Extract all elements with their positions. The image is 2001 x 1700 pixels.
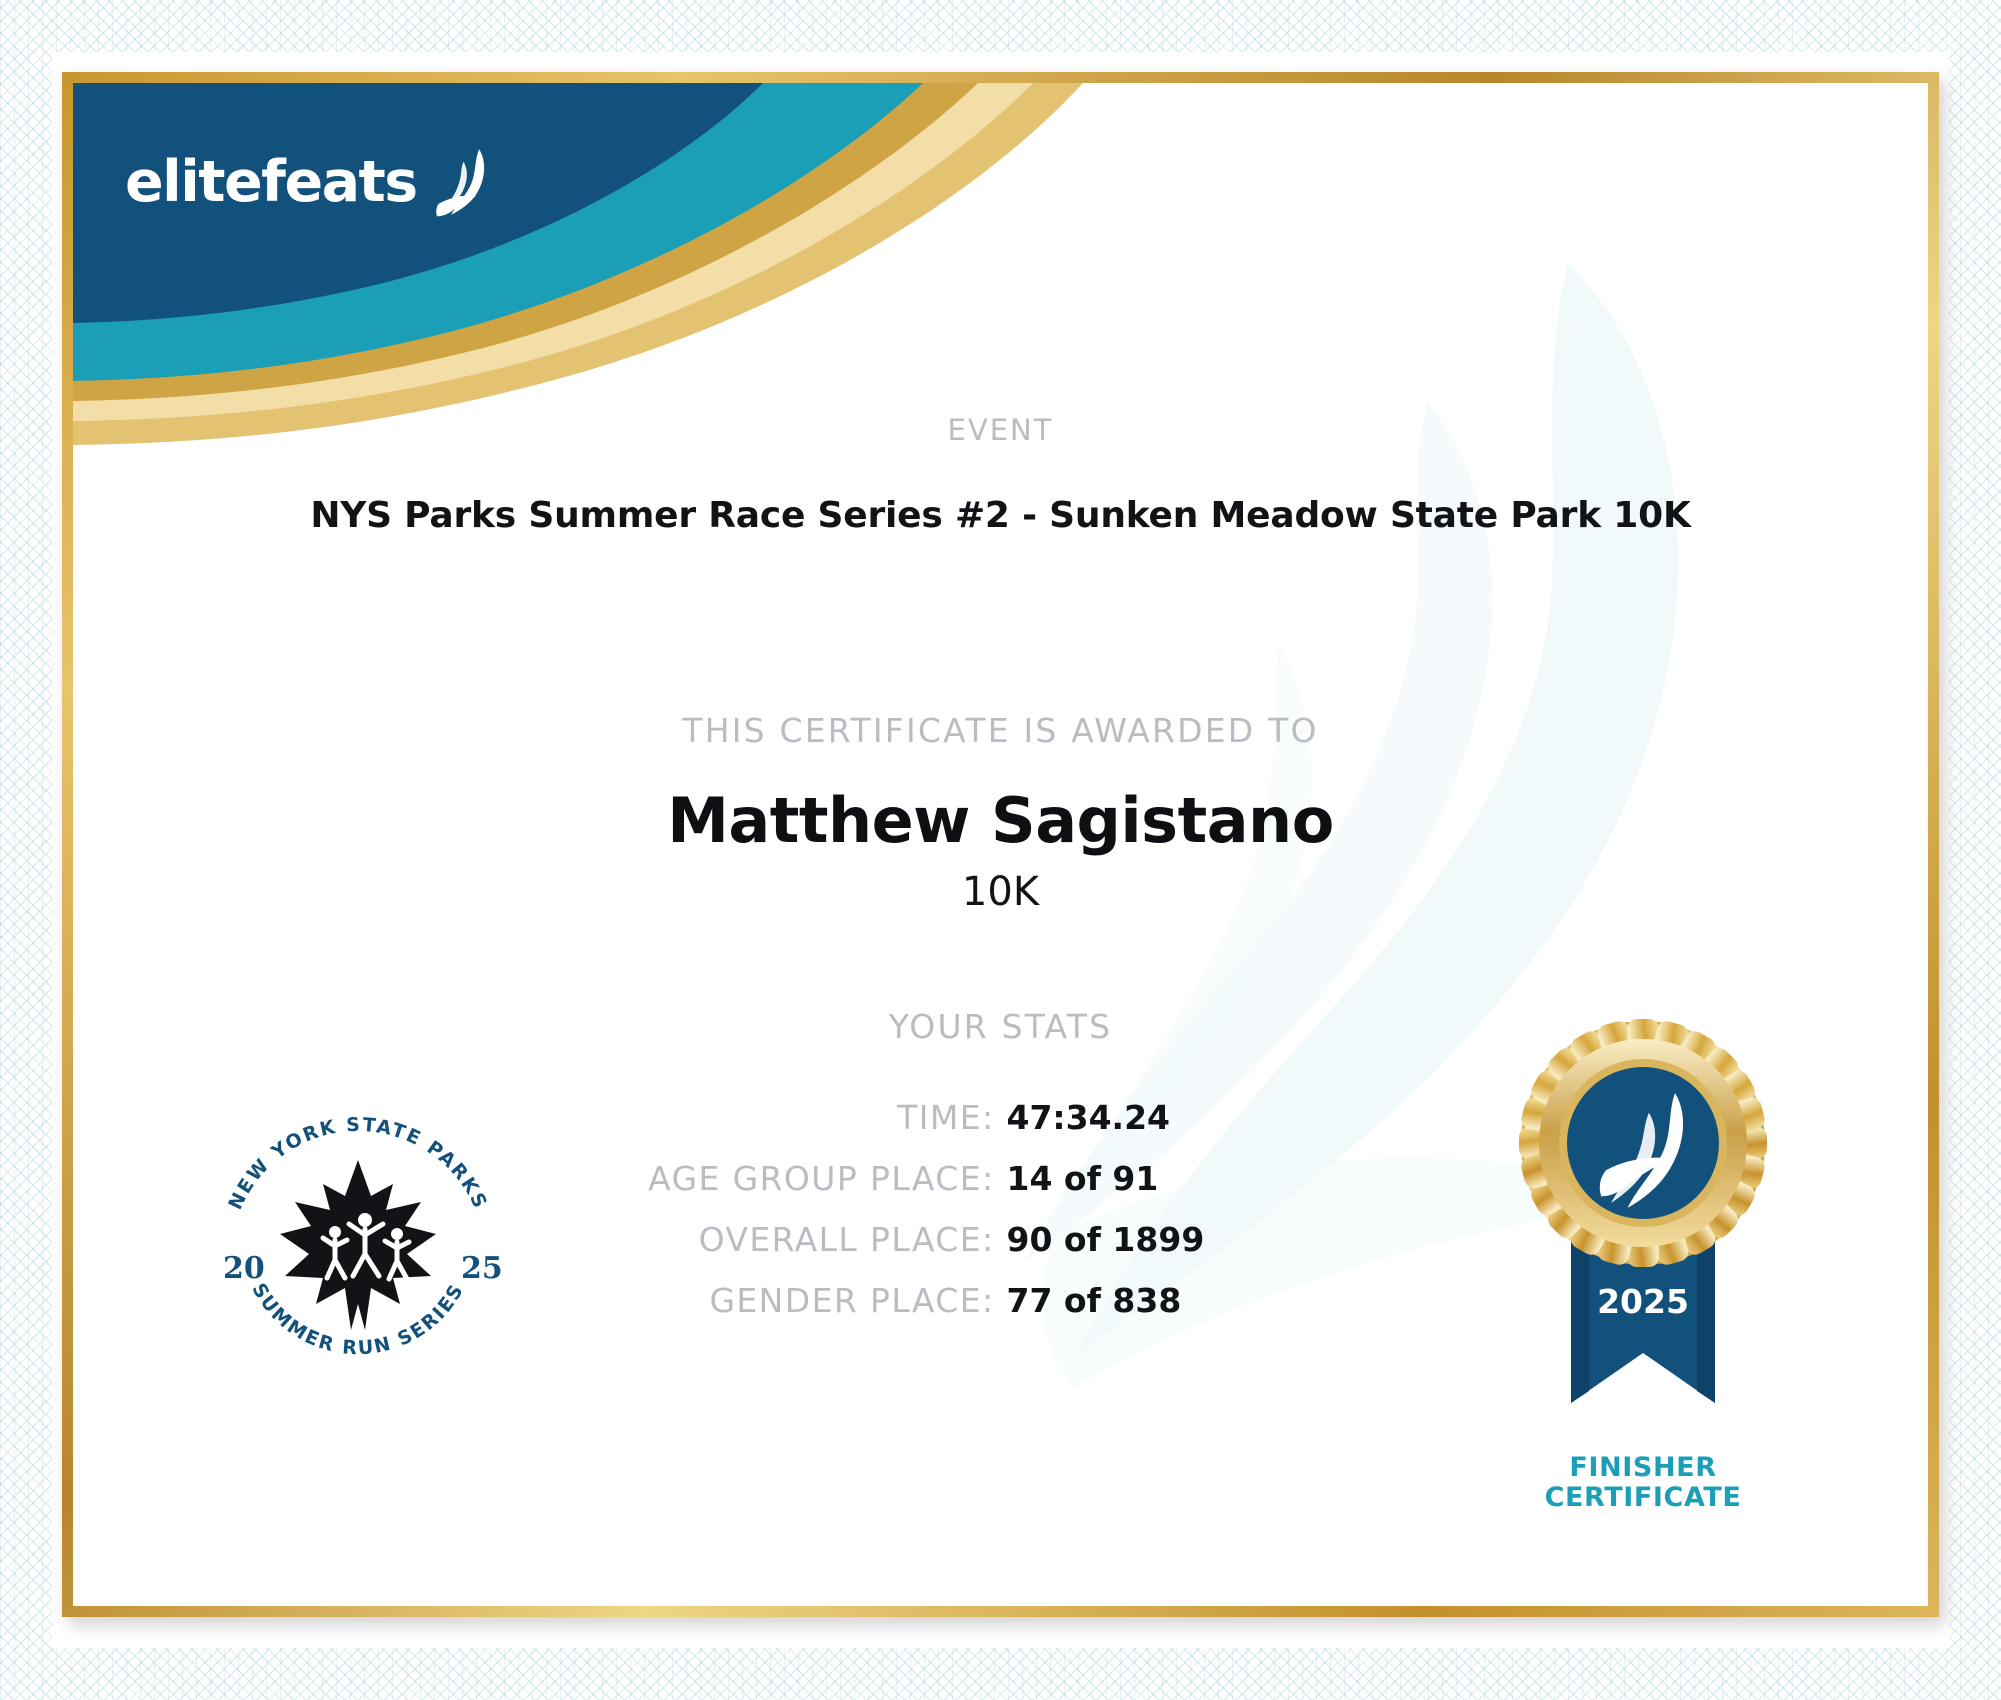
stat-value-overall-place: 90 of 1899 xyxy=(1006,1220,1205,1259)
event-label: EVENT xyxy=(947,413,1054,447)
stat-value-age-group-place: 14 of 91 xyxy=(1006,1159,1159,1198)
stat-key-time: TIME: xyxy=(897,1098,995,1137)
stat-key-gender-place: GENDER PLACE: xyxy=(709,1281,995,1320)
brand-name: elitefeats xyxy=(125,148,417,215)
medal-caption-line1: FINISHER xyxy=(1569,1452,1717,1483)
new-york-state-parks-seal-icon xyxy=(193,1098,523,1388)
svg-text:20: 20 xyxy=(223,1251,265,1286)
medal-year: 2025 xyxy=(1597,1282,1689,1321)
stat-row xyxy=(411,1281,1591,1320)
stat-row xyxy=(411,1220,1591,1259)
stats-table xyxy=(411,1098,1591,1320)
stat-key-overall-place: OVERALL PLACE: xyxy=(698,1220,995,1259)
stat-value-time: 47:34.24 xyxy=(1006,1098,1171,1137)
winged-foot-icon xyxy=(423,143,501,221)
svg-text:SUMMER RUN SERIES: SUMMER RUN SERIES xyxy=(247,1279,469,1360)
svg-text:25: 25 xyxy=(461,1251,503,1286)
finisher-medal xyxy=(1493,1013,1793,1513)
awarded-to-label: THIS CERTIFICATE IS AWARDED TO xyxy=(682,711,1319,750)
certificate-frame xyxy=(62,72,1939,1617)
event-name: NYS Parks Summer Race Series #2 - Sunken Meadow State Park 10K xyxy=(310,495,1691,536)
stat-row xyxy=(411,1159,1591,1198)
stat-value-gender-place: 77 of 838 xyxy=(1006,1281,1182,1320)
brand-logo xyxy=(125,143,501,221)
medal-caption xyxy=(1493,1453,1793,1513)
race-distance: 10K xyxy=(961,869,1040,915)
stat-key-age-group-place: AGE GROUP PLACE: xyxy=(648,1159,995,1198)
recipient-name: Matthew Sagistano xyxy=(667,784,1334,857)
stat-row xyxy=(411,1098,1591,1137)
medal-caption-line2: CERTIFICATE xyxy=(1544,1482,1742,1514)
award-ribbon-icon xyxy=(1493,1013,1793,1443)
stats-label: YOUR STATS xyxy=(888,1007,1113,1046)
svg-text:NEW YORK STATE PARKS: NEW YORK STATE PARKS xyxy=(224,1113,492,1214)
